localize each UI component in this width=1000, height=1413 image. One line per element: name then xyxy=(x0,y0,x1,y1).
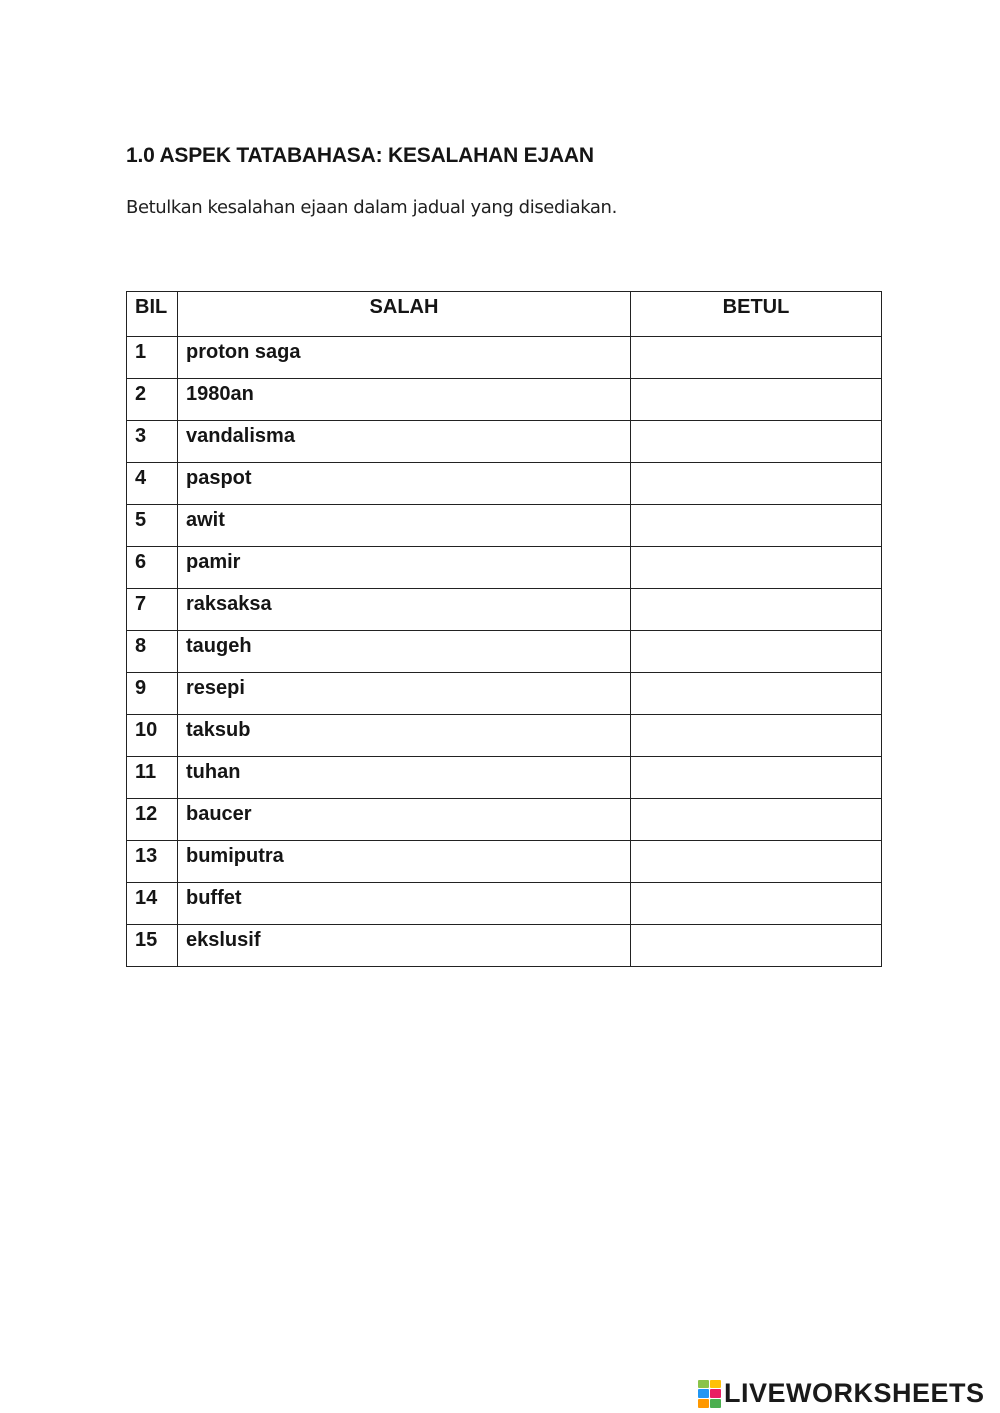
table-row xyxy=(127,757,882,799)
table-header-row xyxy=(127,292,882,337)
table-row xyxy=(127,925,882,967)
liveworksheets-brand xyxy=(698,1378,985,1408)
correct-spelling-answer-field[interactable] xyxy=(631,673,882,715)
header-bil: BIL xyxy=(127,292,178,337)
table-row xyxy=(127,589,882,631)
incorrect-spelling: baucer xyxy=(178,799,631,841)
header-salah: SALAH xyxy=(178,292,631,337)
logo-block xyxy=(710,1389,721,1398)
incorrect-spelling: 1980an xyxy=(178,379,631,421)
table-row xyxy=(127,421,882,463)
incorrect-spelling: proton saga xyxy=(178,337,631,379)
correct-spelling-answer-field[interactable] xyxy=(631,799,882,841)
logo-block xyxy=(710,1399,721,1408)
correct-spelling-answer-field[interactable] xyxy=(631,715,882,757)
row-number: 2 xyxy=(127,379,178,421)
logo-block xyxy=(698,1399,709,1408)
correct-spelling-answer-field[interactable] xyxy=(631,505,882,547)
table-row xyxy=(127,379,882,421)
correct-spelling-answer-field[interactable] xyxy=(631,589,882,631)
incorrect-spelling: taksub xyxy=(178,715,631,757)
table-row xyxy=(127,799,882,841)
row-number: 11 xyxy=(127,757,178,799)
header-betul: BETUL xyxy=(631,292,882,337)
table-row xyxy=(127,883,882,925)
table-row xyxy=(127,715,882,757)
incorrect-spelling: buffet xyxy=(178,883,631,925)
table-row xyxy=(127,337,882,379)
incorrect-spelling: raksaksa xyxy=(178,589,631,631)
correct-spelling-answer-field[interactable] xyxy=(631,547,882,589)
table-row xyxy=(127,673,882,715)
row-number: 8 xyxy=(127,631,178,673)
worksheet-instruction: Betulkan kesalahan ejaan dalam jadual yang disediakan. xyxy=(126,197,617,218)
table-body xyxy=(127,337,882,967)
incorrect-spelling: resepi xyxy=(178,673,631,715)
incorrect-spelling: paspot xyxy=(178,463,631,505)
incorrect-spelling: awit xyxy=(178,505,631,547)
logo-block xyxy=(710,1380,721,1388)
row-number: 14 xyxy=(127,883,178,925)
incorrect-spelling: tuhan xyxy=(178,757,631,799)
row-number: 5 xyxy=(127,505,178,547)
row-number: 4 xyxy=(127,463,178,505)
table-row xyxy=(127,547,882,589)
logo-block xyxy=(698,1389,709,1398)
row-number: 9 xyxy=(127,673,178,715)
row-number: 15 xyxy=(127,925,178,967)
correct-spelling-answer-field[interactable] xyxy=(631,421,882,463)
row-number: 12 xyxy=(127,799,178,841)
table-row xyxy=(127,631,882,673)
table-row xyxy=(127,463,882,505)
row-number: 13 xyxy=(127,841,178,883)
row-number: 6 xyxy=(127,547,178,589)
liveworksheets-logo-icon xyxy=(698,1380,720,1406)
table-row xyxy=(127,505,882,547)
row-number: 1 xyxy=(127,337,178,379)
worksheet-title: 1.0 ASPEK TATABAHASA: KESALAHAN EJAAN xyxy=(126,144,594,167)
incorrect-spelling: ekslusif xyxy=(178,925,631,967)
correct-spelling-answer-field[interactable] xyxy=(631,631,882,673)
row-number: 10 xyxy=(127,715,178,757)
brand-text: LIVEWORKSHEETS xyxy=(724,1378,985,1408)
incorrect-spelling: pamir xyxy=(178,547,631,589)
correct-spelling-answer-field[interactable] xyxy=(631,337,882,379)
correct-spelling-answer-field[interactable] xyxy=(631,463,882,505)
correct-spelling-answer-field[interactable] xyxy=(631,841,882,883)
incorrect-spelling: vandalisma xyxy=(178,421,631,463)
incorrect-spelling: taugeh xyxy=(178,631,631,673)
correct-spelling-answer-field[interactable] xyxy=(631,379,882,421)
correct-spelling-answer-field[interactable] xyxy=(631,883,882,925)
correct-spelling-answer-field[interactable] xyxy=(631,757,882,799)
spelling-correction-table xyxy=(126,291,882,967)
correct-spelling-answer-field[interactable] xyxy=(631,925,882,967)
logo-block xyxy=(698,1380,709,1388)
row-number: 3 xyxy=(127,421,178,463)
row-number: 7 xyxy=(127,589,178,631)
incorrect-spelling: bumiputra xyxy=(178,841,631,883)
table-row xyxy=(127,841,882,883)
